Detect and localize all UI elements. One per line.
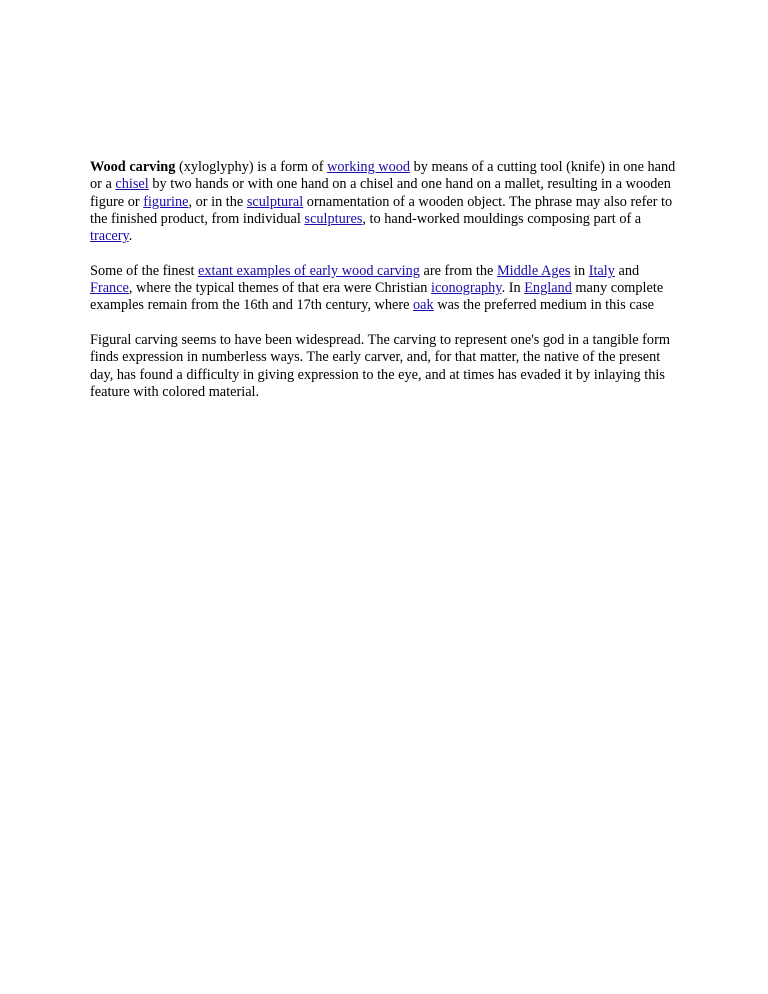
paragraph xyxy=(90,263,680,315)
link-england[interactable]: England xyxy=(524,280,572,297)
text-run: Some of the finest xyxy=(90,262,199,279)
text-run: . xyxy=(128,228,133,245)
text-run: was the preferred medium in this case xyxy=(433,297,655,314)
text-run: . In xyxy=(501,280,525,297)
link-iconography[interactable]: iconography xyxy=(431,280,502,297)
text-run: ornamentation of a wooden object. The phrase may also refer to the finished product, from individual xyxy=(90,193,673,227)
link-figurine[interactable]: figurine xyxy=(143,193,189,210)
text-run: are from the xyxy=(419,262,497,279)
bold-term: Wood carving xyxy=(90,159,176,175)
text-run: , or in the xyxy=(188,193,247,210)
link-chisel[interactable]: chisel xyxy=(115,176,149,193)
link-france[interactable]: France xyxy=(90,280,129,297)
paragraph xyxy=(90,159,680,245)
text-run: in xyxy=(570,262,589,279)
text-run: by two hands or with one hand on a chisel and one hand on a mallet, resulting in a wooden figure or xyxy=(90,176,671,210)
text-run: , where the typical themes of that era were Christian xyxy=(128,280,432,297)
text-run: and xyxy=(614,262,640,279)
text-run: many complete examples remain from the 16th and 17th century, where xyxy=(90,280,664,314)
text-run: by means of a cutting tool (knife) in one hand or a xyxy=(90,159,676,193)
link-middle-ages[interactable]: Middle Ages xyxy=(496,262,571,279)
document-body xyxy=(90,159,680,419)
text-run: (xyloglyphy) is a form of xyxy=(175,159,328,175)
link-tracery[interactable]: tracery xyxy=(90,228,129,245)
link-sculptural[interactable]: sculptural xyxy=(246,193,304,210)
paragraph xyxy=(90,332,680,401)
text-run: , to hand-worked mouldings composing part of a xyxy=(362,210,642,227)
text-run: Figural carving seems to have been widespread. The carving to represent one's god in a tangible form finds expression in numberless ways. The early carver, and, for that matter, the native of the present day, has found a difficulty in giving expression to the eye, and at times has evaded it by inlaying this feature with colored material. xyxy=(90,332,670,401)
link-oak[interactable]: oak xyxy=(413,297,434,314)
link-sculptures[interactable]: sculptures xyxy=(304,210,363,227)
link-extant-examples-of-early-wood-carving[interactable]: extant examples of early wood carving xyxy=(198,262,420,279)
link-italy[interactable]: Italy xyxy=(588,262,615,279)
link-working-wood[interactable]: working wood xyxy=(327,159,411,175)
